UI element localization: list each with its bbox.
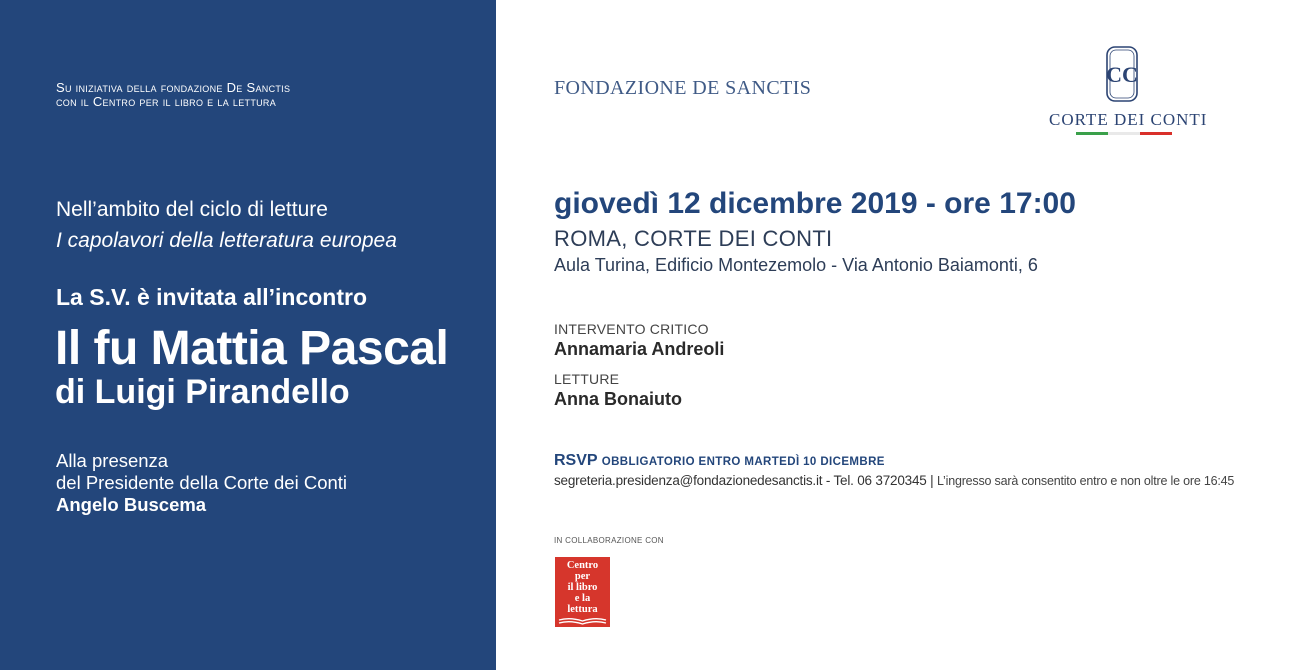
rsvp-separator: | (930, 473, 934, 488)
rsvp-deadline: OBBLIGATORIO ENTRO MARTEDÌ 10 DICEMBRE (601, 456, 885, 468)
rsvp-access-note: L’ingresso sarà consentito entro e non oltre le ore 16:45 (937, 474, 1235, 488)
ambito-line-2-wrap (56, 225, 397, 256)
event-title: Il fu Mattia Pascal (55, 322, 449, 375)
presidente-wrap (56, 494, 206, 516)
intervento-name: Annamaria Andreoli (554, 339, 725, 359)
presenza-line-1: Alla presenza (56, 450, 169, 471)
collaboration-label: IN COLLABORAZIONE CON (554, 536, 664, 545)
intervento-label: INTERVENTO CRITICO (554, 321, 709, 337)
event-author: di Luigi Pirandello (55, 373, 350, 411)
rsvp-contact: segreteria.presidenza@fondazionedesanctis.it - Tel. 06 3720345 (554, 473, 927, 488)
presenza-line-2: del Presidente della Corte dei Conti (56, 472, 348, 493)
iniziativa-line-1: Su iniziativa della fondazione De Sanctis (56, 80, 291, 95)
flag-red (1140, 132, 1172, 135)
flag-white (1108, 132, 1140, 135)
letture-label: LETTURE (554, 371, 620, 387)
rsvp-contact-line (554, 473, 1234, 488)
ciclo-title: I capolavori della letteratura europea (56, 229, 397, 252)
event-address: Aula Turina, Edificio Montezemolo - Via Antonio Baiamonti, 6 (554, 255, 1038, 275)
invitation-text: La S.V. è invitata all’incontro (56, 284, 368, 310)
rsvp-line (554, 452, 885, 470)
rsvp-label: RSVP (554, 452, 598, 469)
corte-dei-conti-logo-text: CORTE DEI CONTI (1049, 110, 1208, 129)
letture-name: Anna Bonaiuto (554, 389, 682, 409)
fondazione-logo: FONDAZIONE DE SANCTIS (554, 77, 812, 99)
event-date: giovedì 12 dicembre 2019 - ore 17:00 (554, 187, 1076, 220)
tricolore-bar (1076, 132, 1172, 135)
ambito-line-1: Nell’ambito del ciclo di letture (56, 198, 328, 221)
centro-libro-logo (555, 557, 610, 627)
event-place: ROMA, CORTE DEI CONTI (554, 226, 833, 251)
cc-monogram-text: CC (1106, 62, 1138, 87)
corte-dei-conti-emblem (1105, 44, 1139, 104)
cc-monogram-icon (1105, 44, 1139, 104)
flag-green (1076, 132, 1108, 135)
right-panel (496, 0, 1300, 670)
presidente-name: Angelo Buscema (56, 494, 207, 515)
centro-libro-logo-text: Centro per il libro e la lettura (566, 560, 599, 615)
open-book-icon (555, 617, 610, 627)
left-panel (0, 0, 496, 670)
iniziativa-line-2: con il Centro per il libro e la lettura (56, 94, 277, 109)
